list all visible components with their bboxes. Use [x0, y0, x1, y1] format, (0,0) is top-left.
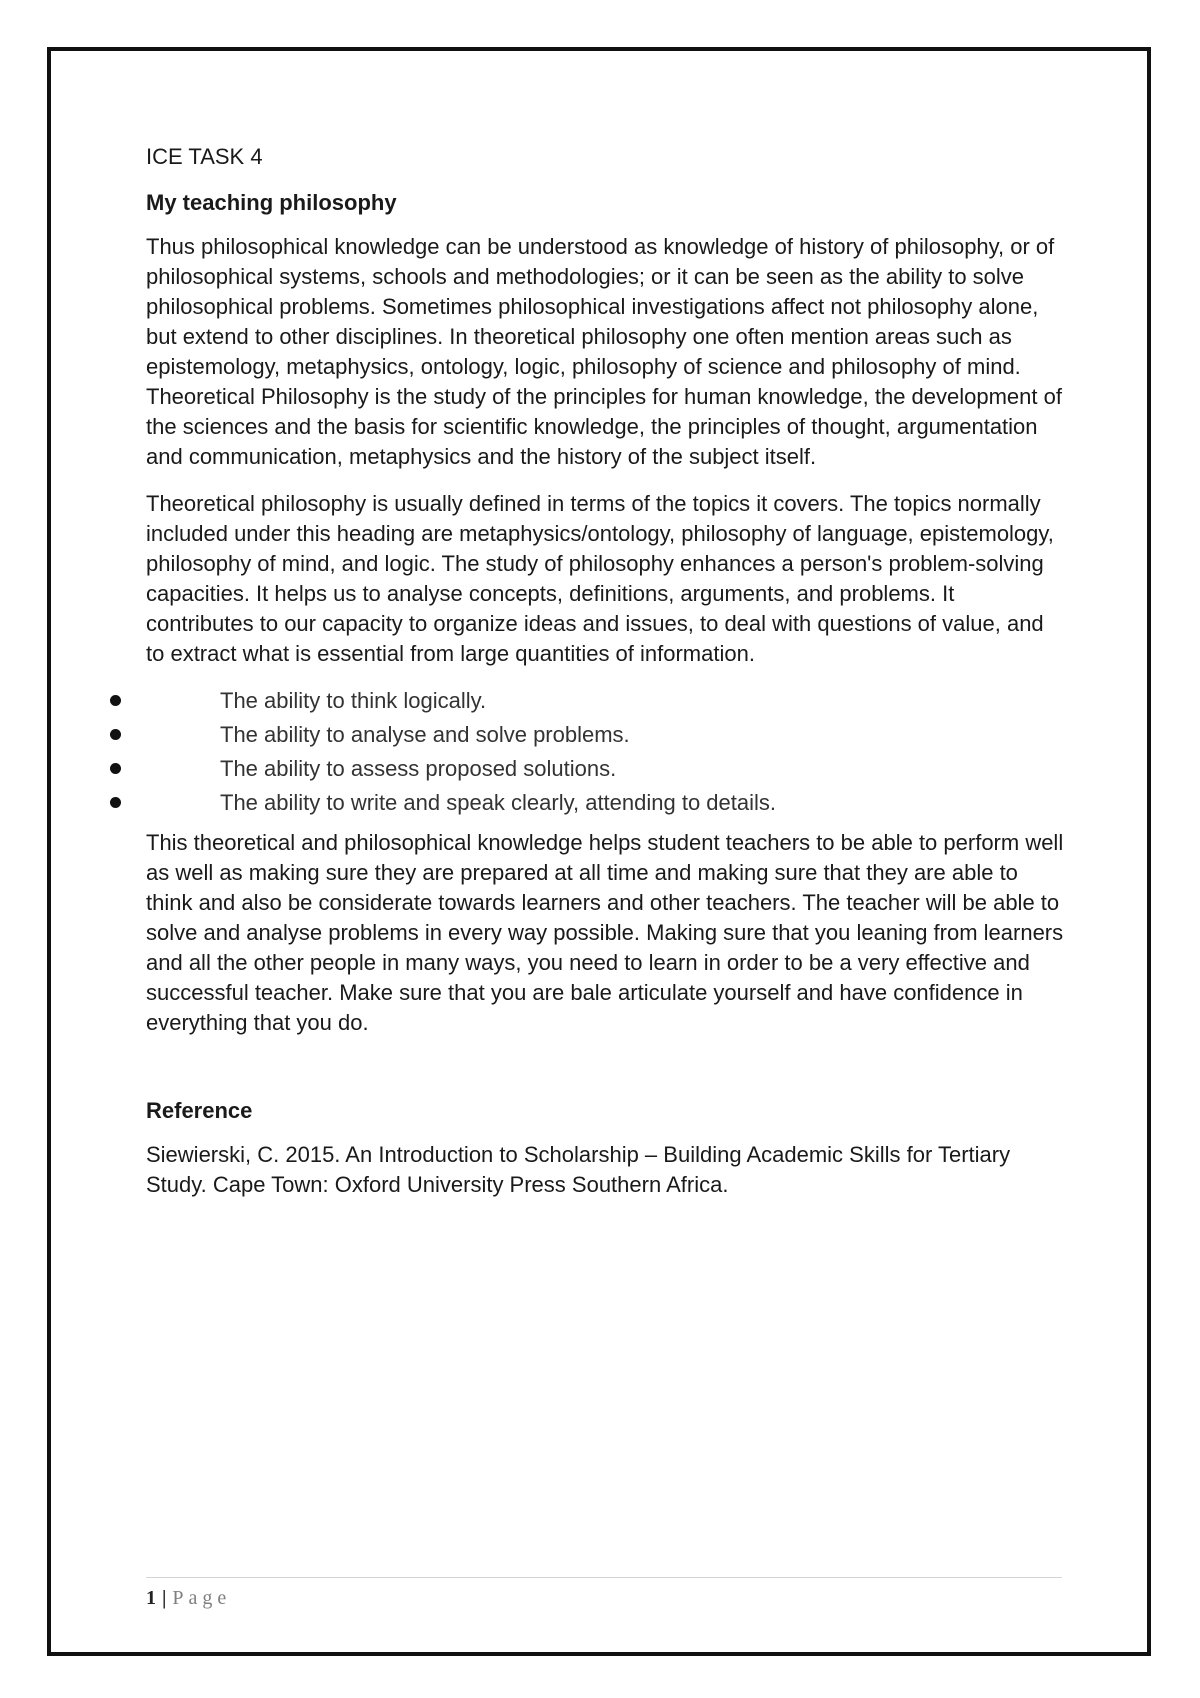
bullet-dot-icon — [110, 695, 121, 706]
bullet-dot-icon — [110, 763, 121, 774]
page-footer — [146, 1586, 231, 1610]
bullet-dot-icon — [110, 729, 121, 740]
bullet-item — [110, 720, 1066, 754]
page-number: 1 — [146, 1587, 156, 1609]
bullet-text: The ability to think logically. — [220, 688, 487, 713]
body-paragraph-1: Thus philosophical knowledge can be understood as knowledge of history of philosophy, or of philosophical systems, schools and methodologies; or it can be seen as the ability to solve philosophical problems. Sometimes philosophical investigations affect not philosophy alone, but extend to other disciplines. In theoretical philosophy one often mention areas such as epistemology, metaphysics, ontology, logic, philosophy of science and philosophy of mind. Theoretical Philosophy is the study of the principles for human knowledge, the development of the sciences and the basis for scientific knowledge, the principles of thought, argumentation and communication, metaphysics and the history of the subject itself. — [146, 234, 1062, 469]
bullet-item — [110, 754, 1066, 788]
reference-text: Siewierski, C. 2015. An Introduction to Scholarship – Building Academic Skills for Tertiary Study. Cape Town: Oxford University Press Southern Africa. — [146, 1142, 1011, 1197]
bullet-dot-icon — [110, 797, 121, 808]
bullet-list — [110, 686, 1066, 822]
bullet-item — [110, 788, 1066, 822]
bullet-text: The ability to assess proposed solutions. — [220, 756, 617, 781]
body-paragraph-2: Theoretical philosophy is usually defined in terms of the topics it covers. The topics normally included under this heading are metaphysics/ontology, philosophy of language, epistemology, philosophy of mind, and logic. The study of philosophy enhances a person's problem-solving capacities. It helps us to analyse concepts, definitions, arguments, and problems. It contributes to our capacity to organize ideas and issues, to deal with questions of value, and to extract what is essential from large quantities of information. — [146, 491, 1054, 666]
closing-paragraph: This theoretical and philosophical knowledge helps student teachers to be able to perform well as well as making sure they are prepared at all time and making sure that they are able to think and also be considerate towards learners and other teachers. The teacher will be able to solve and analyse problems in every way possible. Making sure that you leaning from learners and all the other people in many ways, you need to learn in order to be a very effective and successful teacher. Make sure that you are bale articulate yourself and have confidence in everything that you do. — [146, 830, 1064, 1035]
reference-heading: Reference — [146, 1098, 253, 1123]
bullet-text: The ability to write and speak clearly, attending to details. — [220, 790, 777, 815]
document-subtitle: My teaching philosophy — [146, 190, 397, 215]
bullet-text: The ability to analyse and solve problems. — [220, 722, 630, 747]
footer-divider — [146, 1577, 1062, 1578]
bullet-item — [110, 686, 1066, 720]
footer-separator: | — [162, 1587, 167, 1609]
document-title: ICE TASK 4 — [146, 144, 263, 169]
page-label: Page — [172, 1587, 232, 1609]
document-body — [146, 142, 1066, 1217]
